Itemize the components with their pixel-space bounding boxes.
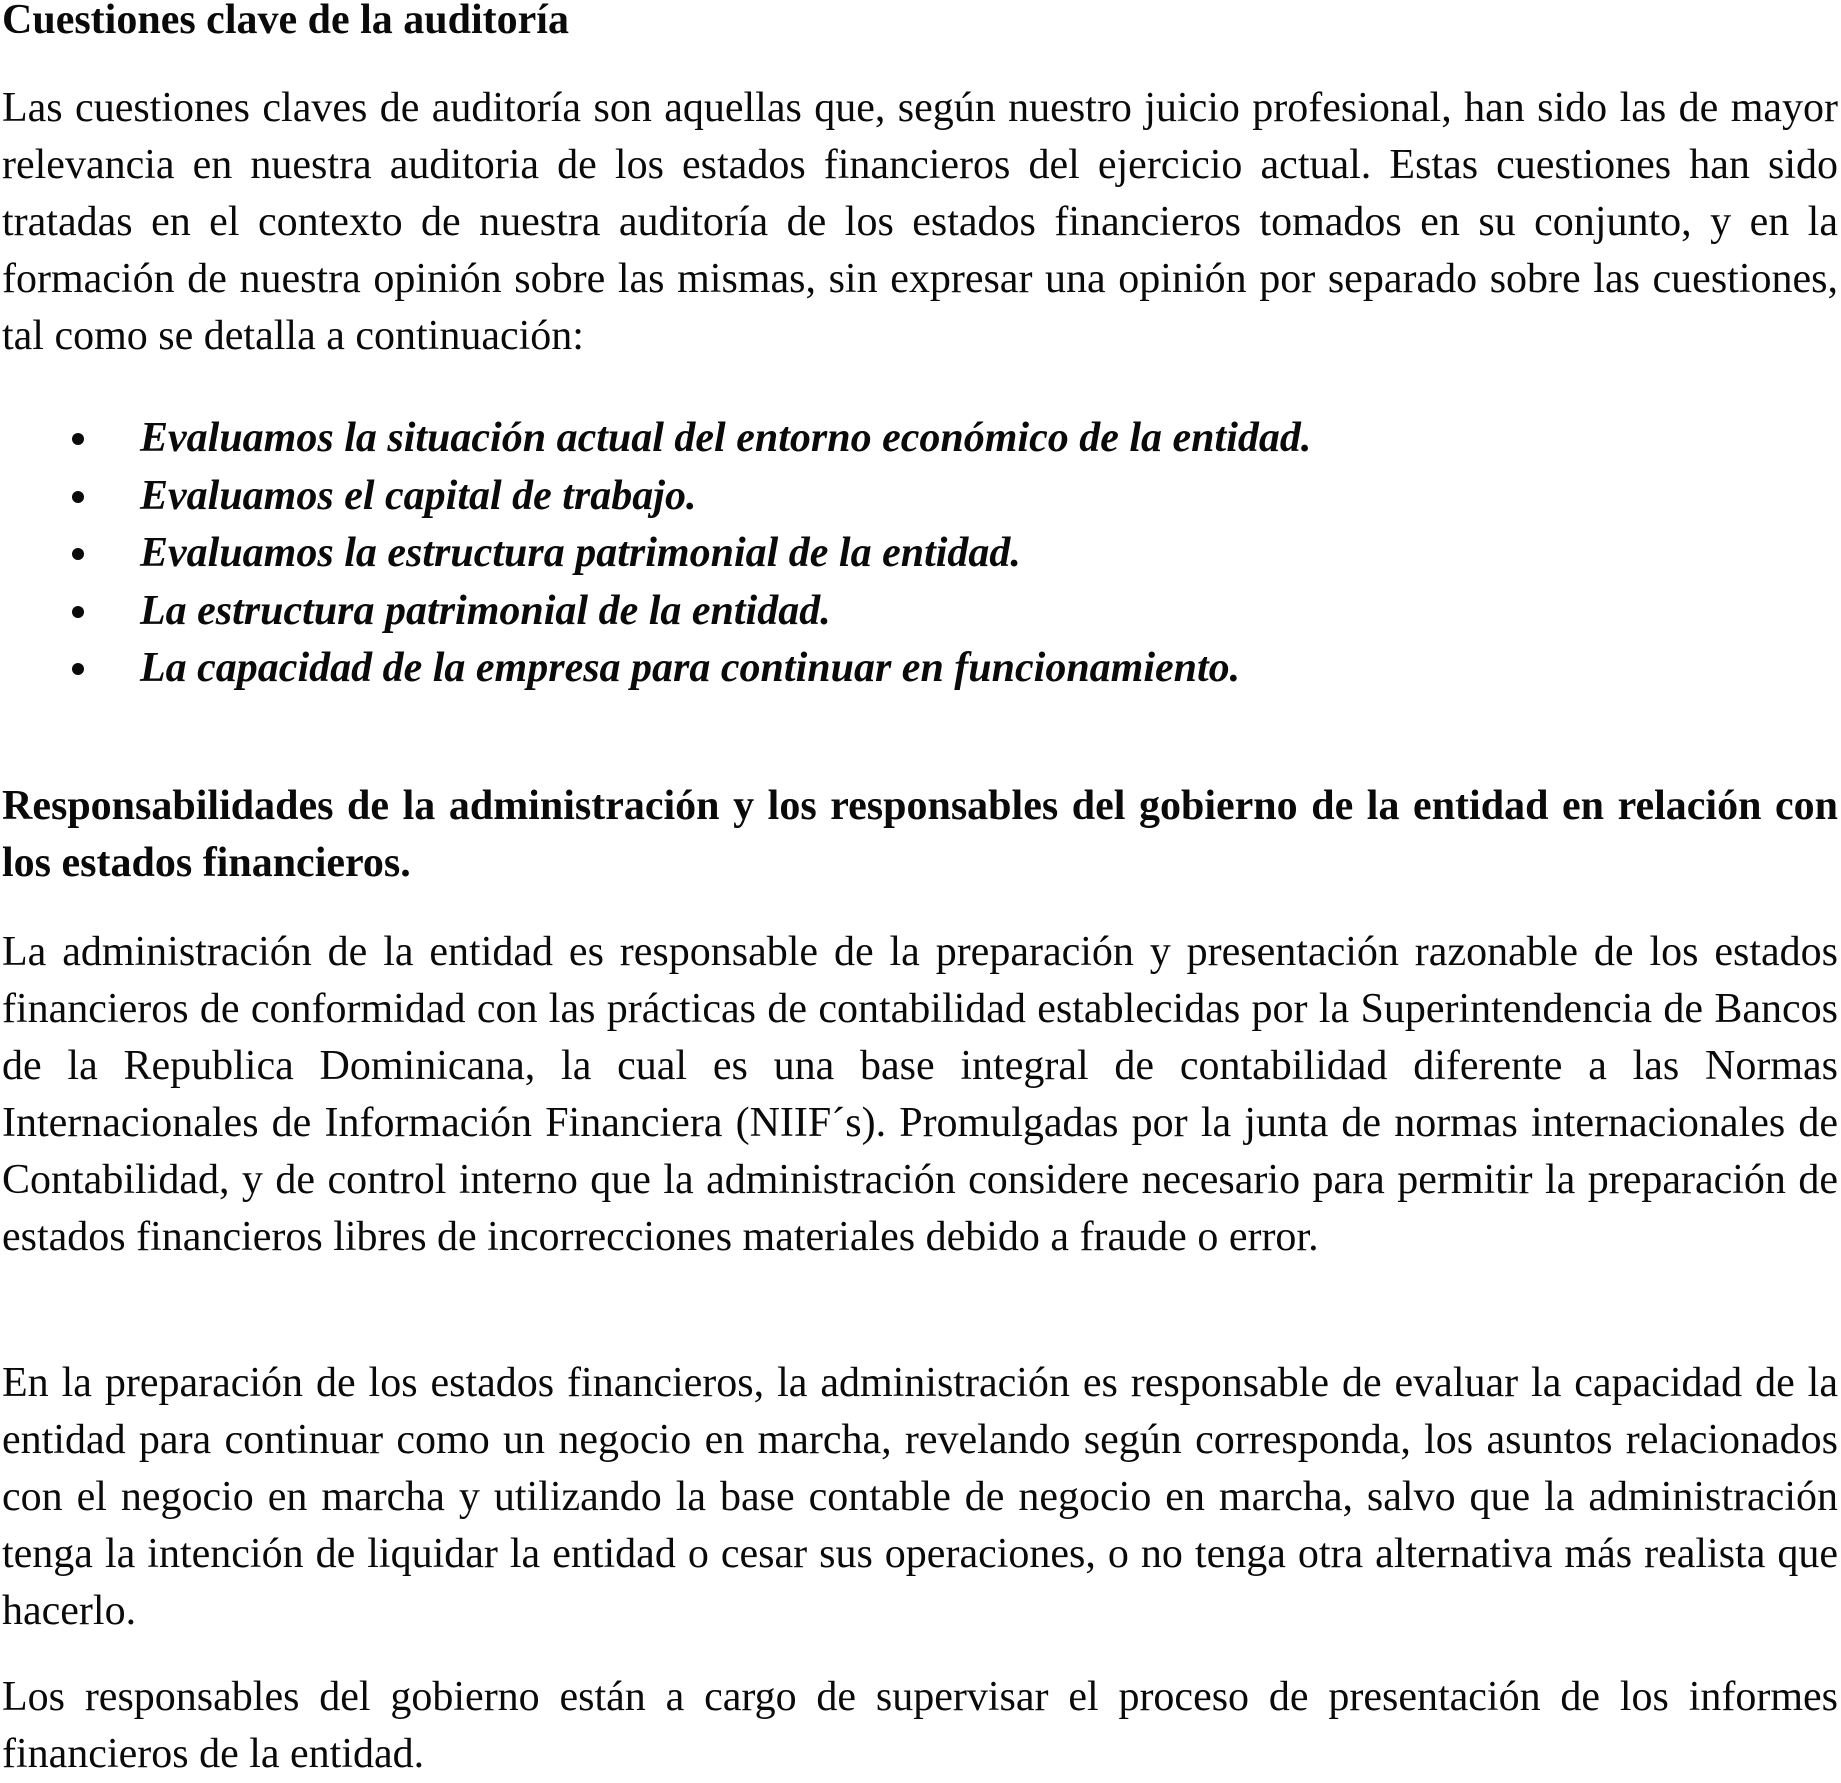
paragraph-going-concern: En la preparación de los estados financieros, la administración es responsable de evaluar la capacidad de la entidad para continuar como un negocio en marcha, revelando según corresponda, los asuntos relacionados con el negocio en marcha y utilizando la base contable de negocio en marcha, salvo que la administración tenga la intención de liquidar la entidad o cesar sus operaciones, o no tenga otra alternativa más realista que hacerlo. bbox=[2, 1360, 1838, 1634]
paragraph-key-audit-matters-intro: Las cuestiones claves de auditoría son aquellas que, según nuestro juicio profesional, han sido las de mayor relevancia en nuestra auditoria de los estados financieros del ejercicio actual. Estas cuestiones han sido tratadas en el contexto de nuestra auditoría de los estados financieros tomados en su conjunto, y en la formación de nuestra opinión sobre las mismas, sin expresar una opinión por separado sobre las cuestiones, tal como se detalla a continuación: bbox=[2, 85, 1838, 359]
paragraph-management-responsibility: La administración de la entidad es responsable de la preparación y presentación razonable de los estados financieros de conformidad con las prácticas de contabilidad establecidas por la Superintendencia de Bancos de la Republica Dominicana, la cual es una base integral de contabilidad diferente a las Normas Internacionales de Información Financiera (NIIF´s). Promulgadas por la junta de normas internacionales de Contabilidad, y de control interno que la administración considere necesario para permitir la preparación de estados financieros libres de incorrecciones materiales debido a fraude o error. bbox=[2, 929, 1838, 1260]
list-item bbox=[2, 640, 1838, 698]
key-audit-matters-list bbox=[2, 410, 1838, 698]
bullet-icon bbox=[72, 548, 84, 560]
bullet-icon bbox=[72, 491, 84, 503]
list-item-text: La estructura patrimonial de la entidad. bbox=[140, 587, 831, 634]
list-item bbox=[2, 468, 1838, 526]
list-item bbox=[2, 583, 1838, 641]
list-item bbox=[2, 525, 1838, 583]
list-item bbox=[2, 410, 1838, 468]
list-item-text: Evaluamos el capital de trabajo. bbox=[140, 472, 697, 519]
section-heading-management-responsibilities: Responsabilidades de la administración y los responsables del gobierno de la entidad en relación con los estados financieros. bbox=[2, 783, 1838, 886]
bullet-icon bbox=[72, 433, 84, 445]
list-item-text: La capacidad de la empresa para continuar en funcionamiento. bbox=[140, 645, 1241, 691]
section-heading-key-audit-matters: Cuestiones clave de la auditoría bbox=[2, 0, 569, 43]
paragraph-governance-oversight: Los responsables del gobierno están a cargo de supervisar el proceso de presentación de los informes financieros de la entidad. bbox=[2, 1674, 1838, 1777]
list-item-text: Evaluamos la situación actual del entorno económico de la entidad. bbox=[140, 415, 1312, 461]
bullet-icon bbox=[72, 663, 84, 675]
list-item-text: Evaluamos la estructura patrimonial de la entidad. bbox=[140, 530, 1021, 576]
bullet-icon bbox=[72, 606, 84, 618]
